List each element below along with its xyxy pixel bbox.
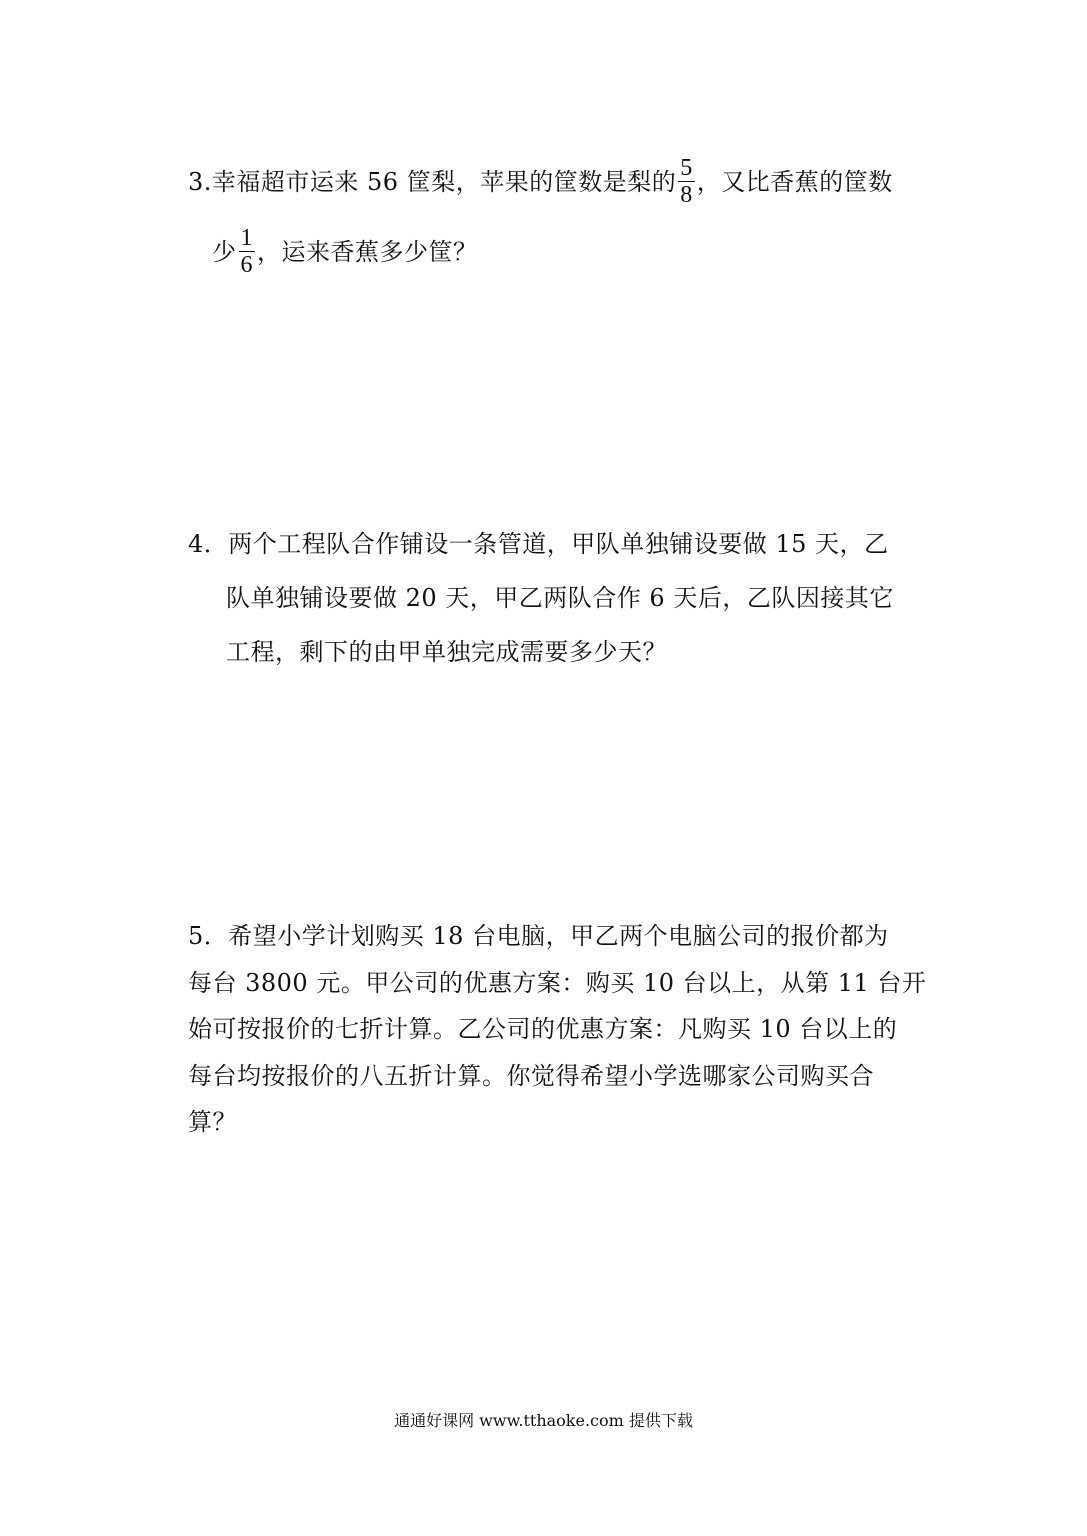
problem-3-line-2 — [188, 220, 903, 284]
problem-3-text-a: 3.幸福超市运来 56 筐梨，苹果的筐数是梨的 — [188, 168, 677, 196]
page-footer: 通通好课网 www.tthaoke.com 提供下载 — [394, 1411, 693, 1430]
problem-5-line-5: 算？ — [188, 1108, 237, 1136]
fraction-numerator: 1 — [240, 225, 253, 251]
fraction-denominator: 6 — [240, 252, 253, 278]
fraction-one-sixth — [239, 225, 256, 278]
problem-4-line-2: 队单独铺设要做 20 天，甲乙两队合作 6 天后，乙队因接其它 — [226, 584, 894, 612]
problem-4 — [188, 517, 903, 679]
problem-3 — [188, 150, 903, 284]
problem-3-line-1 — [188, 150, 903, 214]
problem-5-line-2: 每台 3800 元。甲公司的优惠方案：购买 10 台以上，从第 11 台开 — [188, 968, 927, 997]
problem-5-line-1: 5．希望小学计划购买 18 台电脑，甲乙两个电脑公司的报价都为 — [188, 922, 889, 950]
problem-5-line-3: 始可按报价的七折计算。乙公司的优惠方案：凡购买 10 台以上的 — [188, 1015, 898, 1043]
problem-3-text-b: ，又比香蕉的筐数 — [696, 168, 893, 196]
problem-5 — [188, 913, 927, 1146]
problem-5-line-4: 每台均按报价的八五折计算。你觉得希望小学选哪家公司购买合 — [188, 1061, 874, 1090]
fraction-numerator: 5 — [680, 155, 693, 181]
problem-3-text-c: 少 — [212, 238, 237, 266]
problem-4-line-3: 工程，剩下的由甲单独完成需要多少天？ — [226, 638, 667, 666]
problem-4-line-1: 4．两个工程队合作铺设一条管道，甲队单独铺设要做 15 天，乙 — [188, 530, 889, 558]
problem-3-text-d: ，运来香蕉多少筐？ — [257, 238, 478, 266]
fraction-denominator: 8 — [680, 182, 693, 208]
fraction-five-eighths — [678, 155, 695, 208]
